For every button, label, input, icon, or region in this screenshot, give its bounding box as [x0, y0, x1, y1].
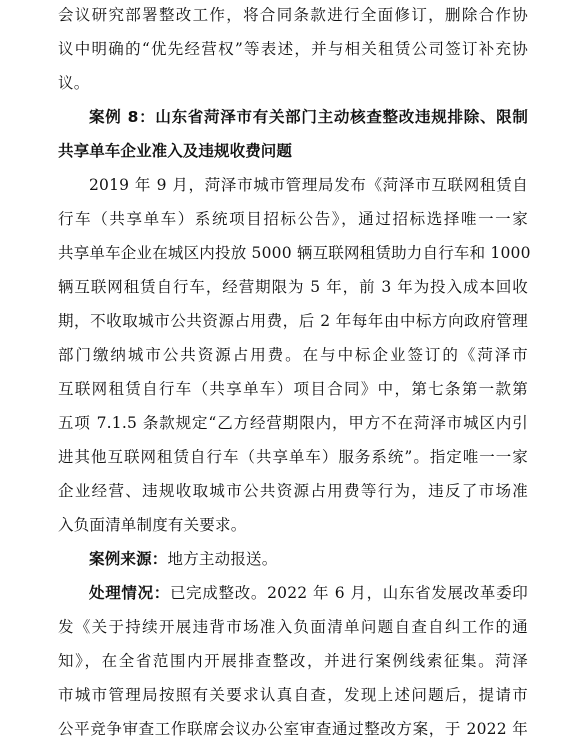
paragraph-line: 行车（共享单车）系统项目招标公告》，通过招标选择唯一一家	[58, 210, 528, 228]
paragraph-line: 议中明确的“优先经营权”等表述，并与相关租赁公司签订补充协	[58, 40, 528, 58]
case-source	[89, 542, 528, 576]
paragraph-line: 会议研究部署整改工作，将合同条款进行全面修订，删除合作协	[58, 6, 528, 24]
paragraph-line: 企业经营、违规收取城市公共资源占用费等行为，违反了市场准	[58, 482, 528, 500]
handling-text: 已完成整改。2022 年 6 月，山东省发展改革委印	[169, 584, 528, 602]
paragraph-line: 部门缴纳城市公共资源占用费。在与中标企业签订的《菏泽市	[58, 346, 528, 364]
case-heading: 案例 8：山东省菏泽市有关部门主动核查整改违规排除、限制	[89, 108, 528, 126]
paragraph-line: 2019 年 9 月，菏泽市城市管理局发布《菏泽市互联网租赁自	[89, 176, 528, 194]
handling-label: 处理情况：	[89, 584, 170, 602]
paragraph-line: 议。	[58, 74, 90, 92]
paragraph-line: 入负面清单制度有关要求。	[58, 516, 247, 534]
paragraph-line: 期，不收取城市公共资源占用费，后 2 年每年由中标方向政府管理	[58, 312, 528, 330]
paragraph-line: 公平竞争审查工作联席会议办公室审查通过整改方案，于 2022 年	[58, 720, 528, 738]
case-source-label: 案例来源：	[89, 550, 168, 568]
handling-first-line	[89, 576, 528, 610]
case-source-value: 地方主动报送。	[167, 550, 278, 568]
paragraph-line: 知》，在全省范围内开展排查整改，并进行案例线索征集。菏泽	[58, 652, 528, 670]
paragraph-line: 辆互联网租赁自行车，经营期限为 5 年，前 3 年为投入成本回收	[58, 278, 528, 296]
paragraph-line: 五项 7.1.5 条款规定“乙方经营期限内，甲方不在菏泽市城区内引	[58, 414, 528, 432]
paragraph-line: 互联网租赁自行车（共享单车）项目合同》中，第七条第一款第	[58, 380, 528, 398]
paragraph-line: 共享单车企业在城区内投放 5000 辆互联网租赁助力自行车和 1000	[58, 244, 531, 262]
paragraph-line: 进其他互联网租赁自行车（共享单车）服务系统”。指定唯一一家	[58, 448, 528, 466]
paragraph-line: 市城市管理局按照有关要求认真自查，发现上述问题后，提请市	[58, 686, 528, 704]
paragraph-line: 发《关于持续开展违背市场准入负面清单问题自查自纠工作的通	[58, 618, 528, 636]
case-heading: 共享单车企业准入及违规收费问题	[58, 142, 293, 160]
